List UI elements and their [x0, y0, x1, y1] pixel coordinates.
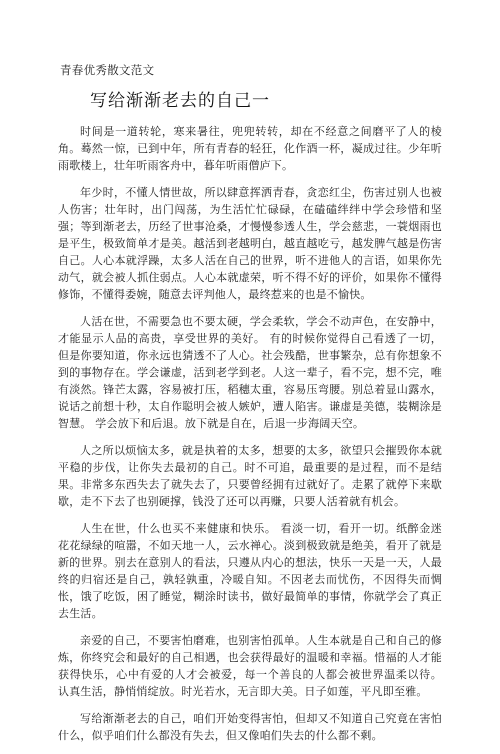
paragraph: 写给渐渐老去的自己，咱们开始变得害怕，但却又不知道自己究竟在害怕什么，似乎咱们什么都没有失去，但又像咱们失去的什么都不剩。 [58, 712, 442, 742]
paragraph: 亲爱的自己，不要害怕磨难，也别害怕孤单。人生本就是自己和自己的修炼，你终究会和最好的自己相遇，也会获得最好的温暖和幸福。惜福的人才能获得快乐，心中有爱的人才会被爱，每一个善良的人都会被世界温柔以待。 认真生活，静悄悄绽放。时光若水，无言即大美。日子如莲，平凡即至雅。 [58, 634, 442, 698]
paragraph: 人之所以烦恼太多，就是执着的太多，想要的太多，欲望只会摧毁你本就平稳的步伐，让你失去最初的自己。时不可追，最重要的是过程，而不是结果。非常多东西失去了就失去了，只要曾经拥有过就好了。走累了就停下来歇歇，走不下去了也别硬撑，钱没了还可以再赚，只要人活着就有机会。 [58, 444, 442, 508]
document-title: 写给渐渐老去的自己一 [90, 91, 270, 111]
paragraph: 人生在世，什么也买不来健康和快乐。 看淡一切，看开一切。纸醉金迷花花绿绿的喧嚣，不如天地一人，云水禅心。淡到极致就是绝美，看开了就是新的世界。别去在意别人的看法，只遵从内心的想法，快乐一天是一天，人最终的归宿还是自己，孰轻孰重，冷暖自知。不因老去而忧伤，不因得失而惆怅，饿了吃饭，困了睡觉，糊涂时读书，做好最简单的事情，你就学会了真正去生活。 [58, 522, 442, 620]
document-body [58, 123, 442, 754]
document-header: 青春优秀散文范文 [60, 63, 155, 77]
paragraph: 年少时，不懂人情世故，所以肆意挥洒青春，贪恋红尘，伤害过别人也被人伤害；壮年时，出门闯荡，为生活忙忙碌碌，在磕磕绊绊中学会珍惜和坚强；等到渐老去，历经了世事沧桑，才慢慢参透人生，学会慈悲，一蓑烟雨也是平生，极致简单才是美。越活到老越明白，越直越吃亏，越发脾气越是伤害自己。人心本就浮躁，太多人活在自己的世界，听不进他人的言语，如果你先动气，就会被人抓住弱点。人心本就虚荣，听不得不好的评价，如果你不懂得修饰，不懂得委婉，随意去评判他人，最终惹来的也是不愉快。 [58, 186, 442, 301]
paragraph: 人活在世，不需要急也不要太硬，学会柔软，学会不动声色，在安静中，才能显示人品的高贵，享受世界的美好。 有的时候你觉得自己看透了一切，但是你要知道，你永远也猜透不了人心。社会残酷，世事繁杂，总有你想象不到的事物存在。学会谦虚，活到老学到老。人这一辈子，看不完，想不完，唯有淡然。锋芒太露，容易被打压，稻穗太重，容易压弯腰。别总着显山露水，说话之前想十秒，太自作聪明会被人嫉妒，遭人陷害。谦虚是美德，装糊涂是智慧。 学会放下和后退。放下就是自在，后退一步海阔天空。 [58, 315, 442, 430]
paragraph: 时间是一道转轮，寒来暑往，兜兜转转，却在不经意之间磨平了人的棱角。蓦然一惊，已到中年，所有青春的轻狂，化作酒一杯，凝成过往。少年听雨歌楼上，壮年听雨客舟中，暮年听雨僧庐下。 [58, 125, 442, 172]
